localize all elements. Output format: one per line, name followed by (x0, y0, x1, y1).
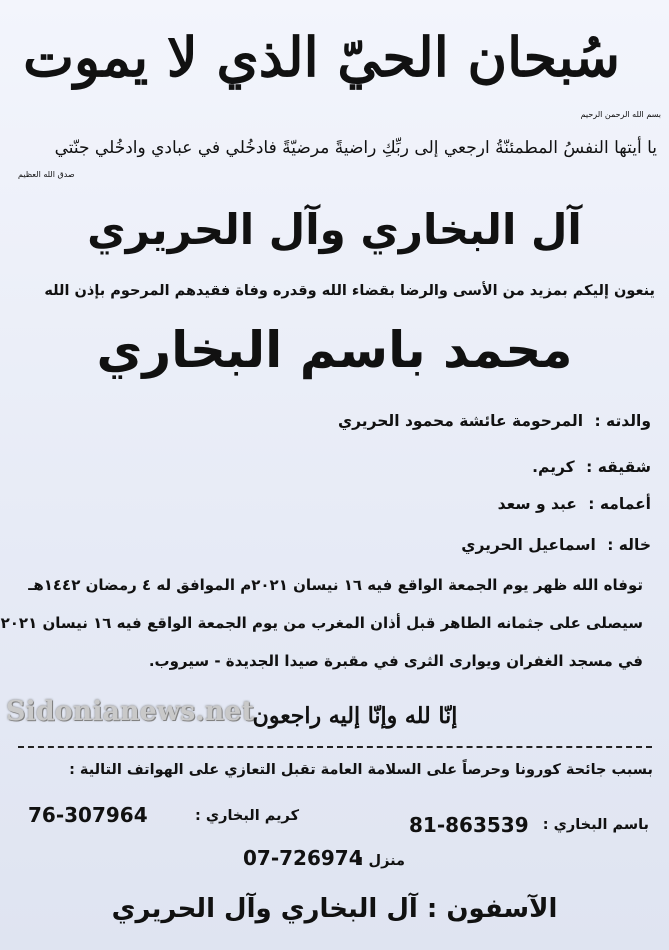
phone-contact-name: باسم البخاري : (542, 817, 649, 833)
funeral-info-line: توفاه الله ظهر يوم الجمعة الواقع فيه ١٦ نيسان ٢٠٢١م الموافق له ٤ رمضان ١٤٤٢هـ (28, 576, 643, 594)
phone-number: 76-307964 (28, 803, 148, 827)
relative-uncles (498, 495, 651, 513)
funeral-info-line: سيصلى على جثمانه الطاهر قبل أذان المغرب من يوم الجمعة الواقع فيه ١٦ نيسان ٢٠٢١ (0, 614, 643, 632)
relative-value: اسماعيل الحريري (461, 536, 596, 554)
phone-number: 81-863539 (409, 813, 529, 837)
covid-notice: بسبب جائحة كورونا وحرصاً على السلامة العامة تقبل التعازي على الهواتف التالية : (69, 762, 653, 778)
relative-maternal-uncle (461, 536, 651, 554)
relative-brother (532, 458, 651, 476)
relative-value: المرحومة عائشة محمود الحريري (337, 412, 584, 430)
families-title: آل البخاري وآل الحريري (87, 205, 582, 254)
relative-mother (338, 412, 651, 430)
relative-value: عبد و سعد (497, 495, 577, 513)
quran-verse: يا أيتها النفسُ المطمئنّةُ ارجعي إلى ربِّكِ راضيةً مرضيّةً فادخُلي في عبادي وادخُلي جنّتي (54, 138, 657, 158)
phone-contact-name: منزل : (357, 853, 405, 869)
dashed-divider (18, 746, 652, 748)
site-watermark: Sidonianews.net (6, 696, 254, 727)
deceased-name: محمد باسم البخاري (96, 321, 573, 379)
mourners-line: الآسفون : آل البخاري وآل الحريري (111, 894, 558, 924)
basmala-text: بسم الله الرحمن الرحيم (580, 110, 661, 119)
funeral-info-line: في مسجد الغفران ويوارى الثرى في مقبرة صيدا الجديدة - سيروب. (148, 652, 643, 670)
announcement-text: ينعون إليكم بمزيد من الأسى والرضا بقضاء الله وقدره وفاة فقيدهم المرحوم بإذن الله (44, 283, 655, 299)
relative-label: خاله : (607, 536, 651, 554)
relative-value: كريم. (532, 458, 575, 476)
closing-calligraphy: إنّا لله وإنّا إليه راجعون (252, 703, 458, 729)
relative-label: أعمامه : (588, 495, 651, 513)
phone-contact-name: كريم البخاري : (194, 808, 299, 824)
relative-label: والدته : (594, 412, 651, 430)
phone-number: 07-726974 (243, 846, 363, 870)
sadaq-text: صدق الله العظيم (18, 170, 75, 179)
calligraphy-header: سُبحان الحيّ الذي لا يموت (23, 25, 620, 89)
relative-label: شقيقه : (586, 458, 651, 476)
